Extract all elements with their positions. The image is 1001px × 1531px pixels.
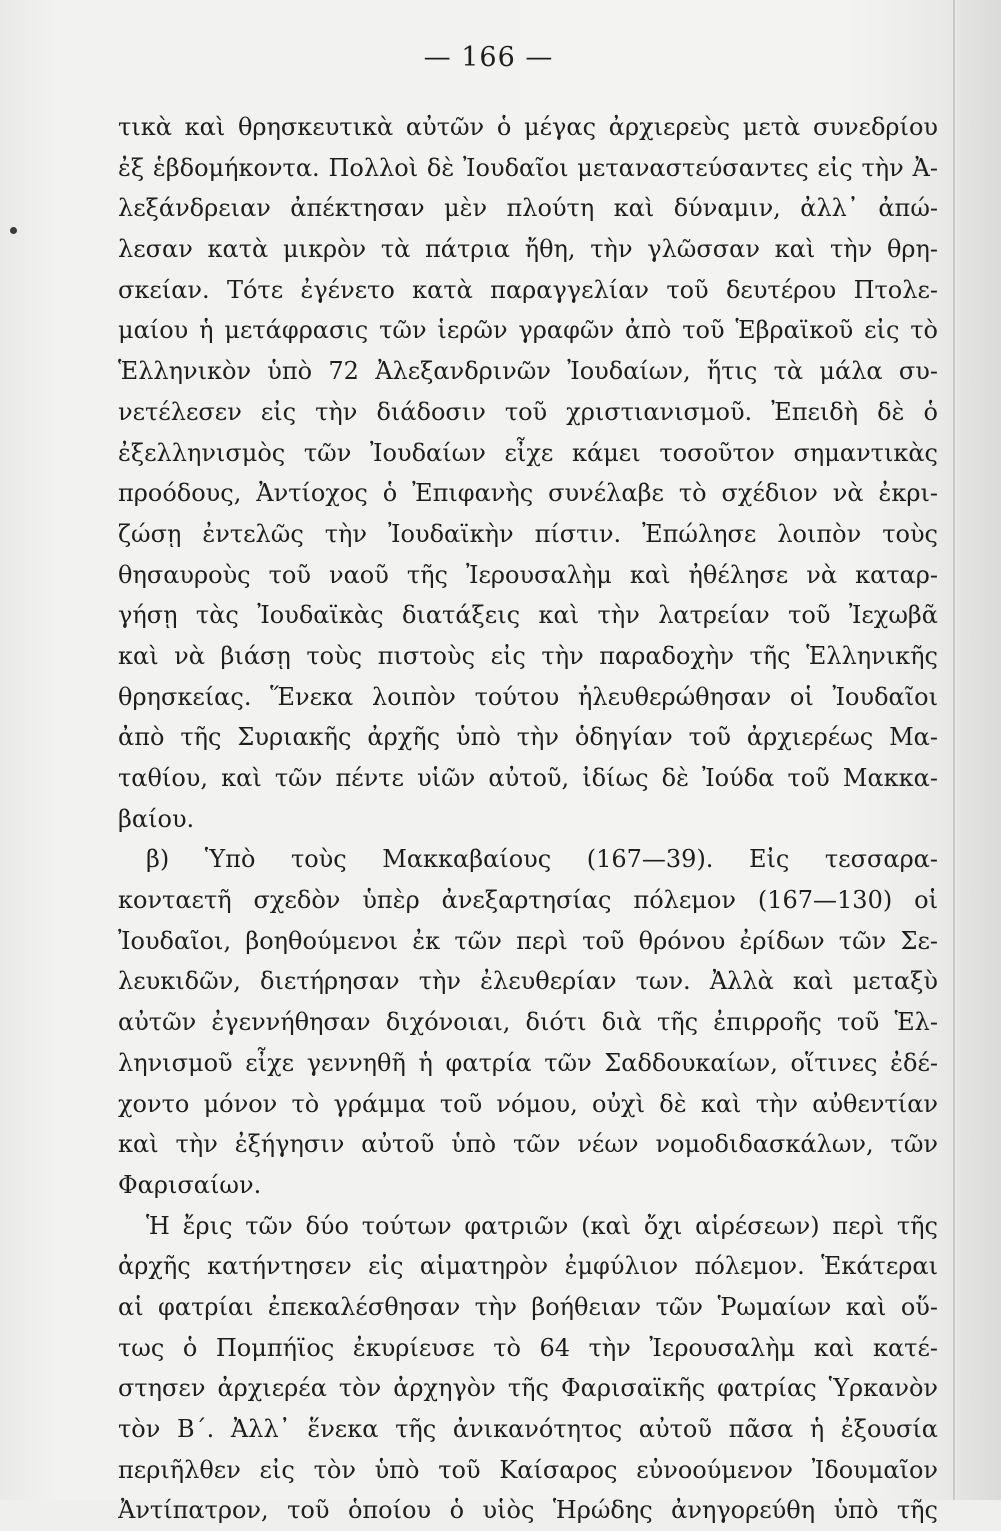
text-line: Ἰουδαῖοι, βοηθούμενοι ἐκ τῶν περὶ τοῦ θρόνου ἐρίδων τῶν Σε- [118, 926, 938, 955]
text-line: λεσαν κατὰ μικρὸν τὰ πάτρια ἤθη, τὴν γλῶσσαν καὶ τὴν θρη- [118, 235, 938, 264]
text-line: λευκιδῶν, διετήρησαν τὴν ἐλευθερίαν των. Ἀλλὰ καὶ μεταξὺ [118, 967, 938, 996]
text-line: σκείαν. Τότε ἐγένετο κατὰ παραγγελίαν τοῦ δευτέρου Πτολε- [118, 275, 938, 304]
page-edge-line [953, 0, 955, 1500]
page-edge-shadow [957, 0, 1001, 1500]
text-line: ἀρχῆς κατήντησεν εἰς αἱματηρὸν ἐμφύλιον πόλεμον. Ἑκάτεραι [118, 1252, 938, 1281]
text-line: θρησκείας. Ἕνεκα λοιπὸν τούτου ἠλευθερώθησαν οἱ Ἰουδαῖοι [118, 682, 938, 711]
page-number: — 166 — [423, 42, 554, 73]
text-line: θησαυροὺς τοῦ ναοῦ τῆς Ἰερουσαλὴμ καὶ ἠθέλησε νὰ καταρ- [118, 560, 938, 589]
text-line: νετέλεσεν εἰς τὴν διάδοσιν τοῦ χριστιανισμοῦ. Ἐπειδὴ δὲ ὁ [118, 397, 938, 426]
text-line: χοντο μόνον τὸ γράμμα τοῦ νόμου, οὐχὶ δὲ καὶ τὴν αὐθεντίαν [118, 1089, 938, 1118]
text-line: Φαρισαίων. [118, 1170, 262, 1199]
text-line: αὐτῶν ἐγεννήθησαν διχόνοιαι, διότι διὰ τῆς ἐπιρροῆς τοῦ Ἑλ- [118, 1008, 938, 1037]
text-line: ἀπὸ τῆς Συριακῆς ἀρχῆς ὑπὸ τὴν ὁδηγίαν τοῦ ἀρχιερέως Μα- [118, 723, 938, 752]
text-line: καὶ νὰ βιάσῃ τοὺς πιστοὺς εἰς τὴν παραδοχὴν τῆς Ἑλληνικῆς [118, 641, 938, 670]
text-line: τικὰ καὶ θρησκευτικὰ αὐτῶν ὁ μέγας ἀρχιερεὺς μετὰ συνεδρίου [118, 113, 938, 141]
text-line: ζώσῃ ἐντελῶς τὴν Ἰουδαϊκὴν πίστιν. Ἐπώλησε λοιπὸν τοὺς [118, 519, 938, 548]
text-line: καὶ τὴν ἐξήγησιν αὐτοῦ ὑπὸ τῶν νέων νομοδιδασκάλων, τῶν [118, 1130, 938, 1159]
text-line: γήσῃ τὰς Ἰουδαϊκὰς διατάξεις καὶ τὴν λατρείαν τοῦ Ἰεχωβᾶ [118, 601, 938, 630]
text-line: ταθίου, καὶ τῶν πέντε υἱῶν αὐτοῦ, ἰδίως δὲ Ἰούδα τοῦ Μακκα- [118, 764, 938, 792]
text-line: ἐξ ἑβδομήκοντα. Πολλοὶ δὲ Ἰουδαῖοι μεταναστεύσαντες εἰς τὴν Ἀ- [118, 153, 938, 182]
text-line: στησεν ἀρχιερέα τὸν ἀρχηγὸν τῆς Φαρισαϊκῆς φατρίας Ὑρκανὸν [118, 1374, 938, 1403]
text-line: προόδους, Ἀντίοχος ὁ Ἐπιφανὴς συνέλαβε τὸ σχέδιον νὰ ἐκρι- [118, 479, 938, 508]
text-line: Ἀντίπατρον, τοῦ ὁποίου ὁ υἱὸς Ἡρώδης ἀνηγορεύθη ὑπὸ τῆς [118, 1496, 938, 1525]
text-line: τως ὁ Πομπήϊος ἐκυρίευσε τὸ 64 τὴν Ἰερουσαλὴμ καὶ κατέ- [118, 1333, 938, 1362]
text-line: αἱ φατρίαι ἐπεκαλέσθησαν τὴν βοήθειαν τῶν Ῥωμαίων καὶ οὕ- [118, 1292, 938, 1321]
text-line: Ἡ ἔρις τῶν δύο τούτων φατριῶν (καὶ ὄχι αἱρέσεων) περὶ τῆς [146, 1211, 938, 1240]
text-line: μαίου ἡ μετάφρασις τῶν ἱερῶν γραφῶν ἀπὸ τοῦ Ἑβραϊκοῦ εἰς τὸ [118, 316, 938, 345]
binding-hole-mark [10, 227, 17, 234]
text-line: τὸν Β΄. Ἀλλ᾽ ἕνεκα τῆς ἀνικανότητος αὐτοῦ πᾶσα ἡ ἐξουσία [118, 1415, 938, 1443]
text-line: ἐξελληνισμὸς τῶν Ἰουδαίων εἶχε κάμει τοσοῦτον σημαντικὰς [118, 438, 938, 467]
section-heading-line: β) Ὑπὸ τοὺς Μακκαβαίους (167—39). Εἰς τεσσαρα- [146, 845, 938, 874]
text-line: βαίου. [118, 804, 195, 833]
text-line: περιῆλθεν εἰς τὸν ὑπὸ τοῦ Καίσαρος εὐνοούμενον Ἰδουμαῖον [118, 1455, 938, 1484]
text-line: κονταετῆ σχεδὸν ὑπὲρ ἀνεξαρτησίας πόλεμον (167—130) οἱ [118, 886, 938, 915]
text-line: Ἑλληνικὸν ὑπὸ 72 Ἀλεξανδρινῶν Ἰουδαίων, ἥτις τὰ μάλα συ- [118, 357, 938, 386]
text-line: ληνισμοῦ εἶχε γεννηθῆ ἡ φατρία τῶν Σαδδουκαίων, οἵτινες ἐδέ- [118, 1048, 938, 1077]
text-line: λεξάνδρειαν ἀπέκτησαν μὲν πλούτη καὶ δύναμιν, ἀλλ᾽ ἀπώ- [118, 194, 938, 223]
body-text [118, 107, 938, 1531]
